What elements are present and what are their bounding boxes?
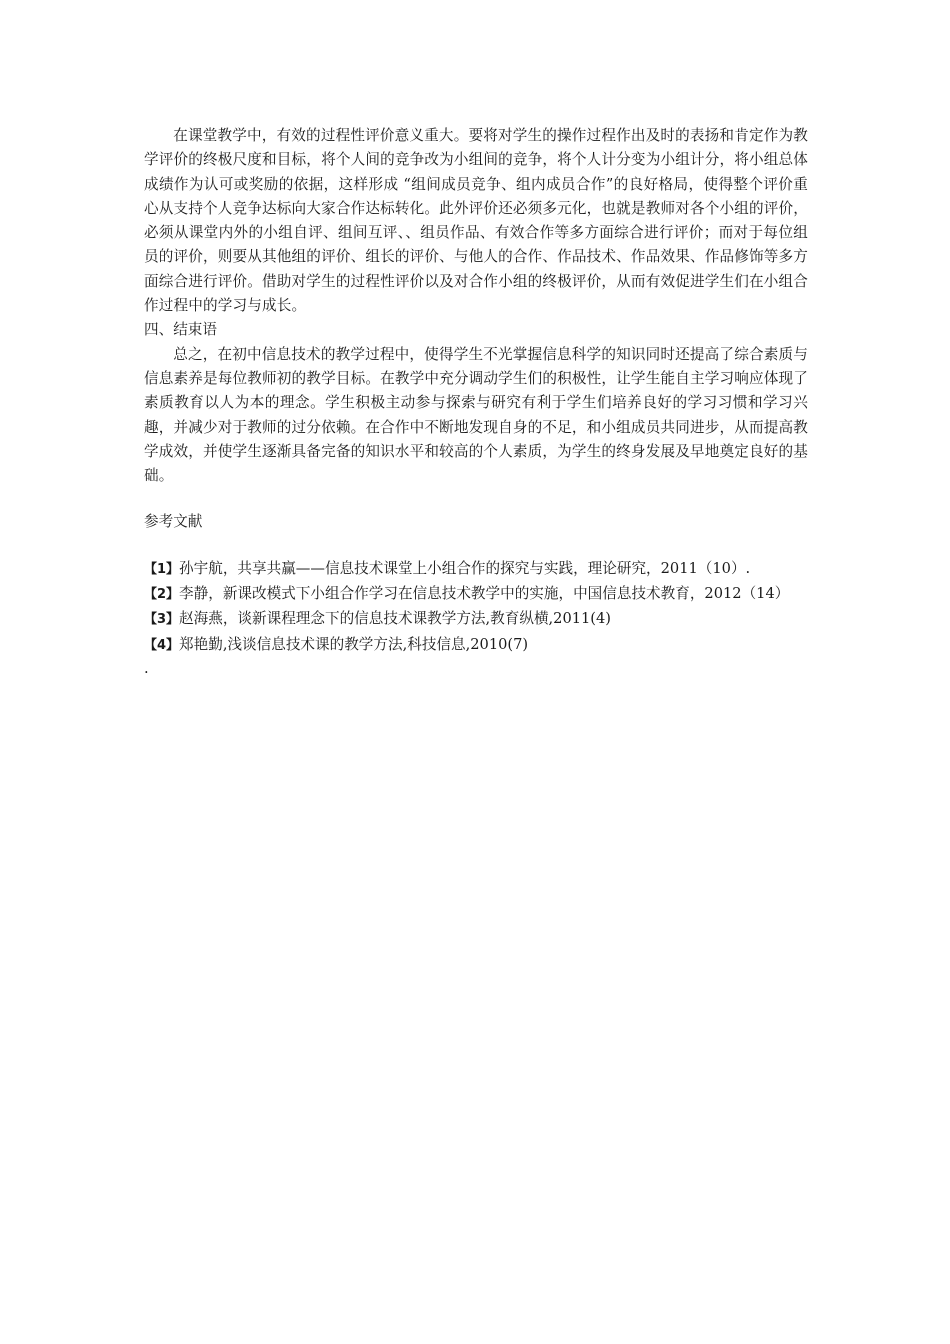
reference-text: 孙宇航，共享共赢——信息技术课堂上小组合作的探究与实践，理论研究，2011（10）. [179, 559, 751, 577]
reference-marker: 【3】 [144, 612, 180, 628]
reference-item [144, 582, 808, 607]
reference-text: 李静，新课改模式下小组合作学习在信息技术教学中的实施，中国信息技术教育，2012（14） [179, 585, 790, 603]
trailing-period: . [144, 659, 149, 677]
body-paragraph-evaluation: 在课堂教学中，有效的过程性评价意义重大。要将对学生的操作过程作出及时的表扬和肯定作为教学评价的终极尺度和目标，将个人间的竞争改为小组间的竞争，将个人计分变为小组计分，将小组总体成绩作为认可或奖励的依据，这样形成 “组间成员竞争、组内成员合作”的良好格局，使得整个评价重心从支持个人竞争达标向大家合作达标转化。此外评价还必须多元化，也就是教师对各个小组的评价，必须从课堂内外的小组自评、组间互评、、组员作品、有效合作等多方面综合进行评价；而对于每位组员的评价，则要从其他组的评价、组长的评价、与他人的合作、作品技术、作品效果、作品修饰等多方面综合进行评价。借助对学生的过程性评价以及对合作小组的终极评价，从而有效促进学生们在小组合作过程中的学习与成长。 [144, 127, 808, 315]
references-title: 参考文献 [144, 513, 203, 531]
reference-text: 郑艳勤,浅谈信息技术课的教学方法,科技信息,2010(7) [179, 635, 529, 653]
references-list [144, 557, 808, 658]
reference-item [144, 607, 808, 632]
reference-item [144, 557, 808, 582]
section-heading-conclusion: 四、结束语 [144, 321, 217, 339]
body-paragraph-conclusion: 总之，在初中信息技术的教学过程中，使得学生不光掌握信息科学的知识同时还提高了综合素质与信息素养是每位教师初的教学目标。在教学中充分调动学生们的积极性，让学生能自主学习响应体现了素质教育以人为本的理念。学生积极主动参与探索与研究有利于学生们培养良好的学习习惯和学习兴趣，并减少对于教师的过分依赖。在合作中不断地发现自身的不足，和小组成员共同进步，从而提高教学成效，并使学生逐渐具备完备的知识水平和较高的个人素质，为学生的终身发展及早地奠定良好的基础。 [144, 345, 808, 485]
reference-text: 赵海燕，谈新课程理念下的信息技术课教学方法,教育纵横,2011(4) [179, 610, 611, 628]
reference-item [144, 633, 808, 658]
document-page [144, 124, 808, 680]
reference-marker: 【1】 [144, 561, 180, 577]
reference-marker: 【2】 [144, 587, 180, 603]
reference-marker: 【4】 [144, 637, 180, 653]
